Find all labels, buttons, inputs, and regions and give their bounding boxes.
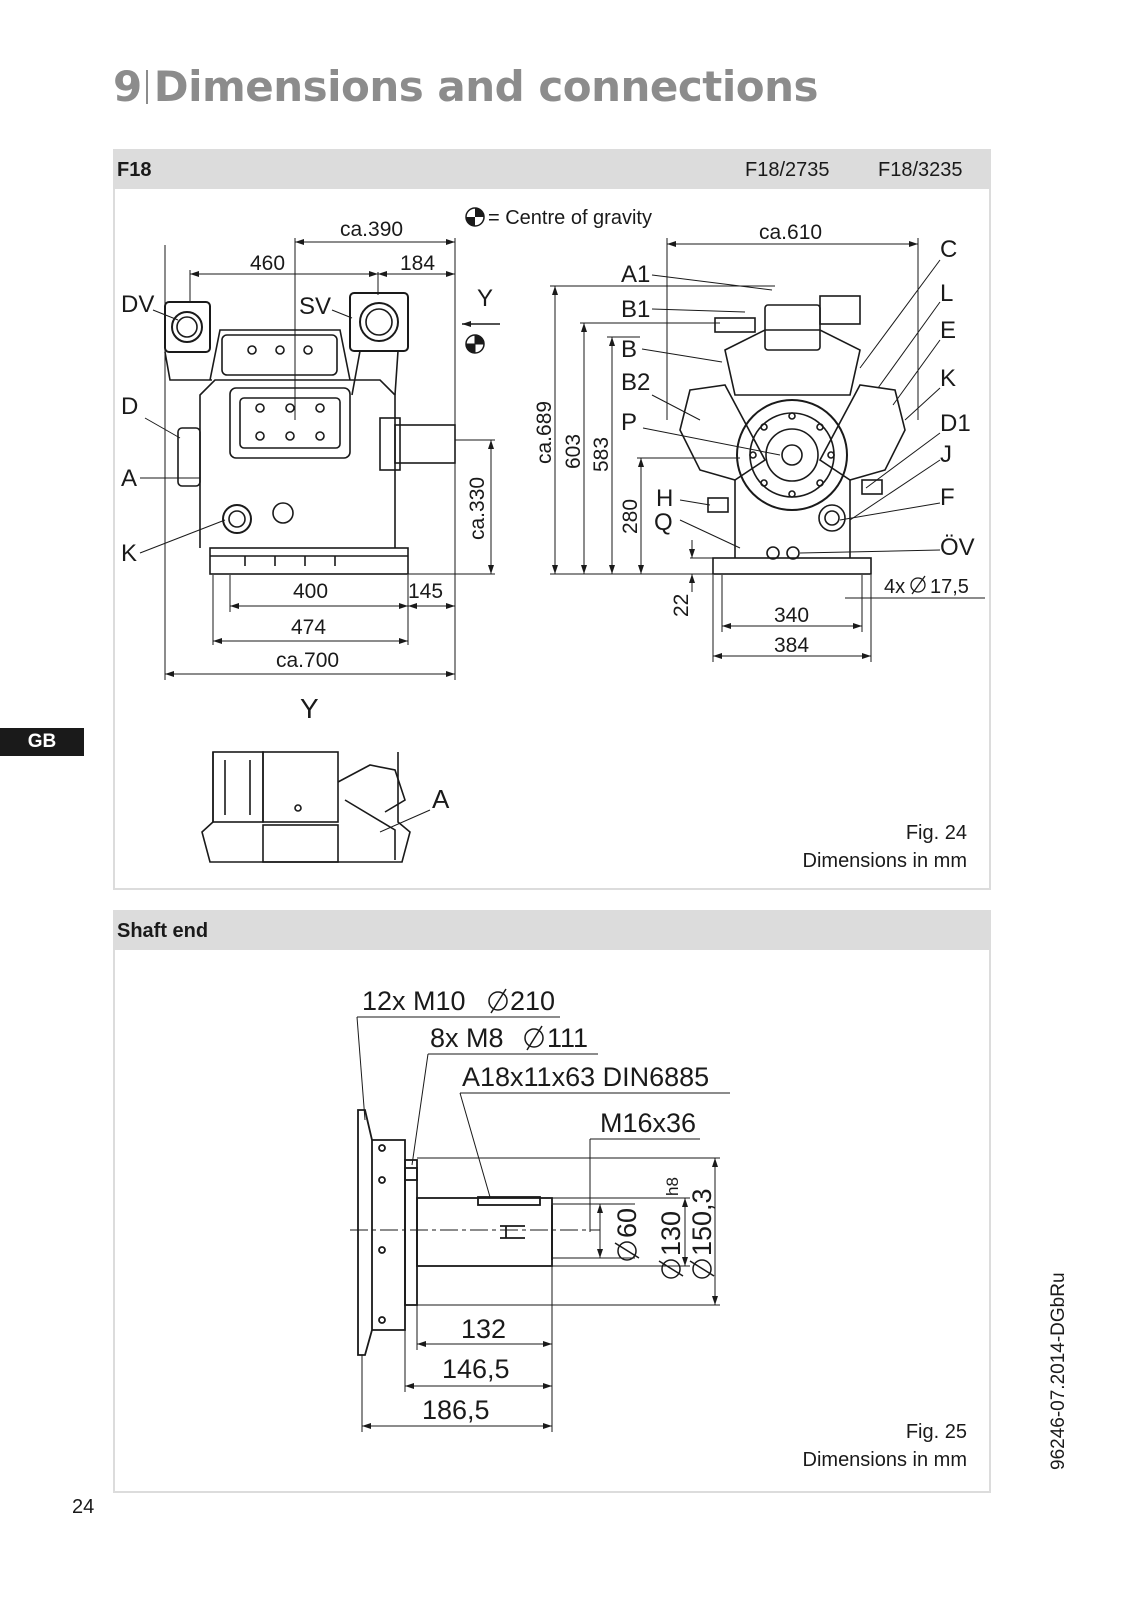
panel-title-f18: F18 <box>117 159 152 181</box>
document-code: 96246-07.2014-DGbRu <box>1048 1272 1069 1470</box>
label-dv: DV <box>121 291 155 318</box>
dim-ca610: ca.610 <box>759 221 823 244</box>
section-title: Dimensions and connections <box>153 62 819 111</box>
dim-603: 603 <box>562 433 585 469</box>
dim-tolerance-h8: h8 <box>663 1177 682 1196</box>
label-c: C <box>940 236 958 263</box>
dim-384: 384 <box>774 634 810 657</box>
diameter-symbol <box>911 576 925 594</box>
label-ov: ÖV <box>940 534 975 561</box>
callout-key: A18x11x63 DIN6885 <box>462 1062 710 1092</box>
dim-184: 184 <box>400 252 436 275</box>
dim-280: 280 <box>619 498 642 534</box>
dim-dia-130: 130 <box>656 1210 686 1256</box>
label-a-detail: A <box>432 784 450 814</box>
callout-shaft-bolts-dia: 111 <box>547 1023 589 1053</box>
label-sv: SV <box>299 293 332 320</box>
dim-474: 474 <box>291 616 327 639</box>
centre-of-gravity-legend <box>466 207 652 229</box>
language-tab: GB <box>0 728 84 756</box>
dim-145: 145 <box>408 580 444 603</box>
dim-ca330: ca.330 <box>466 476 489 540</box>
callout-flange-dia: 210 <box>510 986 556 1016</box>
label-k: K <box>121 540 138 567</box>
section-number: 9 <box>113 62 142 111</box>
legend-text: = Centre of gravity <box>488 207 652 229</box>
callout-flange-bolts: 12x M10 <box>362 986 466 1016</box>
dim-583: 583 <box>590 436 613 472</box>
fig-number: Fig. 25 <box>905 1421 967 1443</box>
fig-number: Fig. 24 <box>905 822 967 844</box>
label-p: P <box>621 409 638 436</box>
label-q: Q <box>654 509 673 536</box>
label-y-arrow: Y <box>477 285 494 312</box>
diameter-symbol <box>489 989 507 1013</box>
dim-22: 22 <box>670 593 693 617</box>
shaft-end-drawing <box>358 1110 552 1355</box>
page-number: 24 <box>72 1496 95 1518</box>
side-view-drawing <box>165 293 455 574</box>
label-a: A <box>121 465 138 492</box>
front-view-dimensions <box>550 238 985 662</box>
side-view-labels <box>121 218 493 672</box>
label-f: F <box>940 484 955 511</box>
dim-ca689: ca.689 <box>533 400 556 464</box>
dim-dia-60: 60 <box>612 1207 642 1238</box>
dim-4x: 4x <box>884 576 906 598</box>
label-k-front: K <box>940 365 957 392</box>
variant-label-2: F18/3235 <box>878 159 963 181</box>
dim-132: 132 <box>461 1314 507 1344</box>
callout-thread: M16x36 <box>600 1108 697 1138</box>
fig-units: Dimensions in mm <box>802 850 967 872</box>
variant-label-1: F18/2735 <box>745 159 830 181</box>
dim-186-5: 186,5 <box>422 1395 490 1425</box>
dim-146-5: 146,5 <box>442 1354 510 1384</box>
label-l: L <box>940 280 954 307</box>
label-b1: B1 <box>621 296 651 323</box>
label-e: E <box>940 317 957 344</box>
fig-units: Dimensions in mm <box>802 1449 967 1471</box>
view-y-detail <box>202 752 430 862</box>
dim-460: 460 <box>250 252 286 275</box>
label-d1: D1 <box>940 410 971 437</box>
label-view-y: Y <box>300 693 319 724</box>
label-a1: A1 <box>621 261 651 288</box>
label-h: H <box>656 485 674 512</box>
label-b: B <box>621 336 638 363</box>
diameter-symbol <box>525 1026 543 1050</box>
dim-340: 340 <box>774 604 810 627</box>
label-b2: B2 <box>621 369 651 396</box>
dim-400: 400 <box>293 580 329 603</box>
label-d: D <box>121 393 139 420</box>
panel-title-shaft-end: Shaft end <box>117 920 209 942</box>
dim-ca700: ca.700 <box>276 649 340 672</box>
label-j: J <box>940 441 952 468</box>
front-view-drawing <box>680 296 905 574</box>
callout-shaft-bolts: 8x M8 <box>430 1023 504 1053</box>
dim-ca390: ca.390 <box>340 218 404 241</box>
dim-17-5: 17,5 <box>930 576 969 598</box>
dim-dia-150-3: 150,3 <box>687 1188 717 1256</box>
